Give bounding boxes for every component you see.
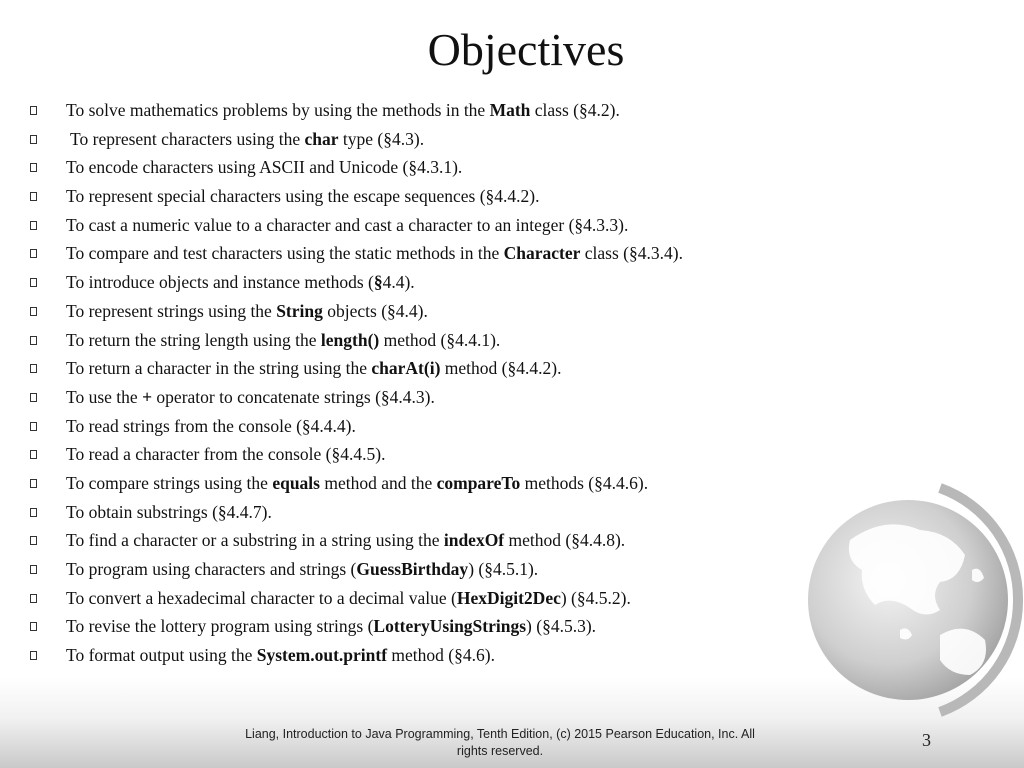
list-item: To compare strings using the equals method and the compareTo methods (§4.4.6). bbox=[26, 469, 816, 498]
bullet-icon bbox=[30, 221, 37, 230]
bullet-icon bbox=[30, 594, 37, 603]
list-item: To represent special characters using the escape sequences (§4.4.2). bbox=[26, 182, 816, 211]
bullet-icon bbox=[30, 364, 37, 373]
bullet-icon bbox=[30, 307, 37, 316]
bullet-icon bbox=[30, 106, 37, 115]
list-item: To introduce objects and instance methods (§4.4). bbox=[26, 268, 816, 297]
objectives-list bbox=[26, 96, 816, 670]
list-item: To convert a hexadecimal character to a decimal value (HexDigit2Dec) (§4.5.2). bbox=[26, 584, 816, 613]
list-item: To return the string length using the length() method (§4.4.1). bbox=[26, 326, 816, 355]
bullet-icon bbox=[30, 278, 37, 287]
bullet-icon bbox=[30, 536, 37, 545]
slide-title: Objectives bbox=[427, 24, 625, 75]
page-number: 3 bbox=[922, 730, 931, 750]
list-item: To encode characters using ASCII and Unicode (§4.3.1). bbox=[26, 153, 816, 182]
list-item: To read a character from the console (§4.4.5). bbox=[26, 440, 816, 469]
bullet-icon bbox=[30, 192, 37, 201]
bullet-icon bbox=[30, 336, 37, 345]
bullet-icon bbox=[30, 163, 37, 172]
bullet-icon bbox=[30, 422, 37, 431]
list-item: To represent strings using the String objects (§4.4). bbox=[26, 297, 816, 326]
footer-copyright: Liang, Introduction to Java Programming, Tenth Edition, (c) 2015 Pearson Education, Inc. All rights reserved. bbox=[245, 727, 755, 758]
list-item: To use the + operator to concatenate strings (§4.4.3). bbox=[26, 383, 816, 412]
list-item: To represent characters using the char type (§4.3). bbox=[26, 125, 816, 154]
bullet-icon bbox=[30, 508, 37, 517]
list-item: To cast a numeric value to a character and cast a character to an integer (§4.3.3). bbox=[26, 211, 816, 240]
list-item: To read strings from the console (§4.4.4). bbox=[26, 412, 816, 441]
list-item: To format output using the System.out.printf method (§4.6). bbox=[26, 641, 816, 670]
bullet-icon bbox=[30, 450, 37, 459]
list-item: To compare and test characters using the static methods in the Character class (§4.3.4). bbox=[26, 239, 816, 268]
list-item: To return a character in the string using the charAt(i) method (§4.4.2). bbox=[26, 354, 816, 383]
list-item: To obtain substrings (§4.4.7). bbox=[26, 498, 816, 527]
globe-icon bbox=[790, 470, 1024, 730]
bullet-icon bbox=[30, 393, 37, 402]
list-item: To program using characters and strings (GuessBirthday) (§4.5.1). bbox=[26, 555, 816, 584]
bullet-icon bbox=[30, 479, 37, 488]
list-item: To find a character or a substring in a string using the indexOf method (§4.4.8). bbox=[26, 526, 816, 555]
list-item: To revise the lottery program using strings (LotteryUsingStrings) (§4.5.3). bbox=[26, 612, 816, 641]
list-item: To solve mathematics problems by using the methods in the Math class (§4.2). bbox=[26, 96, 816, 125]
bullet-icon bbox=[30, 565, 37, 574]
bullet-icon bbox=[30, 249, 37, 258]
bullet-icon bbox=[30, 622, 37, 631]
bullet-icon bbox=[30, 135, 37, 144]
bullet-icon bbox=[30, 651, 37, 660]
